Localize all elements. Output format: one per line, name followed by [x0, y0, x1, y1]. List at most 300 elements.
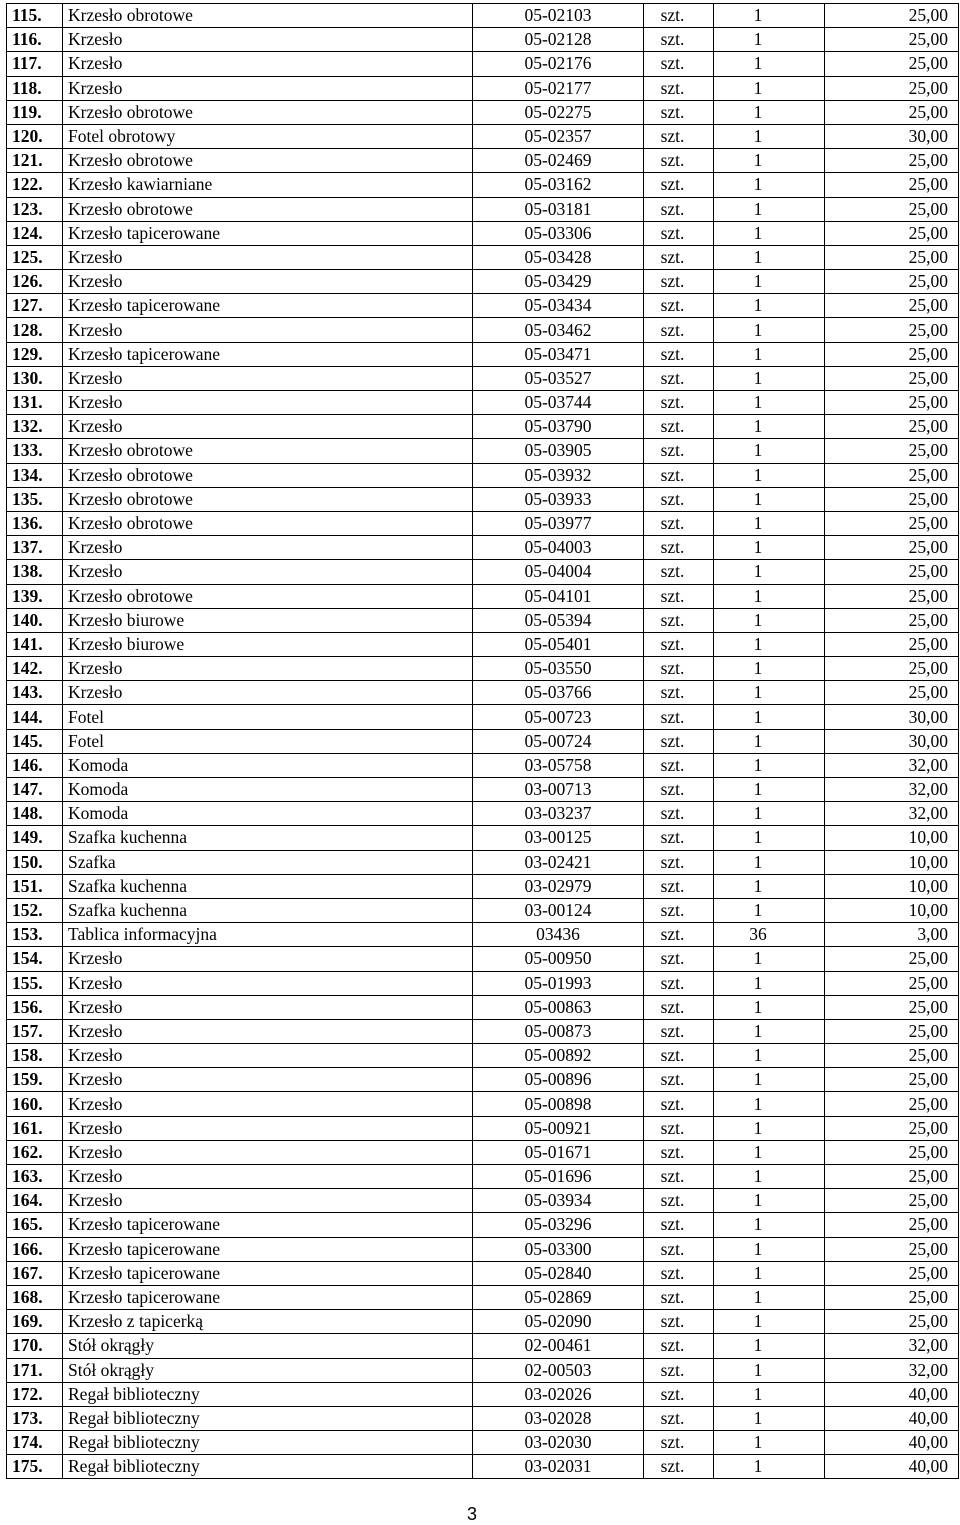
- item-name-cell: Krzesło: [63, 245, 473, 269]
- price-cell: 25,00: [825, 1068, 959, 1092]
- price-cell: 25,00: [825, 1019, 959, 1043]
- inventory-code-cell: 05-03933: [473, 487, 644, 511]
- inventory-code-cell: 02-00503: [473, 1358, 644, 1382]
- quantity-cell: 1: [714, 342, 825, 366]
- row-number-cell: 130.: [7, 366, 63, 390]
- quantity-cell: 1: [714, 391, 825, 415]
- item-name-cell: Krzesło: [63, 318, 473, 342]
- inventory-code-cell: 05-04004: [473, 560, 644, 584]
- table-row: [7, 1213, 959, 1237]
- quantity-cell: 1: [714, 270, 825, 294]
- inventory-code-cell: 05-02103: [473, 4, 644, 28]
- quantity-cell: 1: [714, 1285, 825, 1309]
- price-cell: 25,00: [825, 463, 959, 487]
- row-number-cell: 163.: [7, 1165, 63, 1189]
- price-cell: 25,00: [825, 995, 959, 1019]
- item-name-cell: Krzesło tapicerowane: [63, 294, 473, 318]
- inventory-code-cell: 03-03237: [473, 802, 644, 826]
- inventory-code-cell: 03-00713: [473, 778, 644, 802]
- table-row: [7, 28, 959, 52]
- item-name-cell: Krzesło: [63, 1165, 473, 1189]
- table-row: [7, 366, 959, 390]
- quantity-cell: 1: [714, 898, 825, 922]
- table-row: [7, 1455, 959, 1479]
- item-name-cell: Krzesło: [63, 995, 473, 1019]
- inventory-code-cell: 05-01696: [473, 1165, 644, 1189]
- price-cell: 25,00: [825, 318, 959, 342]
- price-cell: 32,00: [825, 1358, 959, 1382]
- row-number-cell: 153.: [7, 923, 63, 947]
- price-cell: 25,00: [825, 76, 959, 100]
- table-row: [7, 511, 959, 535]
- item-name-cell: Krzesło biurowe: [63, 608, 473, 632]
- inventory-code-cell: 03-02979: [473, 874, 644, 898]
- price-cell: 3,00: [825, 923, 959, 947]
- table-row: [7, 1140, 959, 1164]
- inventory-code-cell: 05-03162: [473, 173, 644, 197]
- item-name-cell: Stół okrągły: [63, 1358, 473, 1382]
- inventory-code-cell: 05-03434: [473, 294, 644, 318]
- quantity-cell: 1: [714, 415, 825, 439]
- unit-cell: szt.: [644, 124, 714, 148]
- inventory-code-cell: 05-03790: [473, 415, 644, 439]
- item-name-cell: Krzesło: [63, 1116, 473, 1140]
- quantity-cell: 1: [714, 584, 825, 608]
- unit-cell: szt.: [644, 487, 714, 511]
- row-number-cell: 128.: [7, 318, 63, 342]
- quantity-cell: 1: [714, 1140, 825, 1164]
- table-row: [7, 874, 959, 898]
- table-row: [7, 4, 959, 28]
- table-row: [7, 657, 959, 681]
- inventory-code-cell: 05-00898: [473, 1092, 644, 1116]
- unit-cell: szt.: [644, 1261, 714, 1285]
- item-name-cell: Krzesło obrotowe: [63, 463, 473, 487]
- row-number-cell: 166.: [7, 1237, 63, 1261]
- table-row: [7, 415, 959, 439]
- row-number-cell: 117.: [7, 52, 63, 76]
- row-number-cell: 116.: [7, 28, 63, 52]
- quantity-cell: 1: [714, 463, 825, 487]
- row-number-cell: 168.: [7, 1285, 63, 1309]
- table-row: [7, 898, 959, 922]
- inventory-code-cell: 05-00896: [473, 1068, 644, 1092]
- price-cell: 25,00: [825, 1044, 959, 1068]
- item-name-cell: Krzesło obrotowe: [63, 511, 473, 535]
- price-cell: 25,00: [825, 439, 959, 463]
- row-number-cell: 159.: [7, 1068, 63, 1092]
- inventory-code-cell: 05-03471: [473, 342, 644, 366]
- table-row: [7, 1189, 959, 1213]
- price-cell: 10,00: [825, 826, 959, 850]
- quantity-cell: 1: [714, 221, 825, 245]
- unit-cell: szt.: [644, 1285, 714, 1309]
- row-number-cell: 150.: [7, 850, 63, 874]
- price-cell: 40,00: [825, 1406, 959, 1430]
- price-cell: 25,00: [825, 947, 959, 971]
- inventory-code-cell: 03-02031: [473, 1455, 644, 1479]
- price-cell: 25,00: [825, 100, 959, 124]
- item-name-cell: Krzesło biurowe: [63, 632, 473, 656]
- table-row: [7, 487, 959, 511]
- row-number-cell: 121.: [7, 149, 63, 173]
- price-cell: 25,00: [825, 342, 959, 366]
- row-number-cell: 172.: [7, 1382, 63, 1406]
- inventory-code-cell: 05-02128: [473, 28, 644, 52]
- row-number-cell: 134.: [7, 463, 63, 487]
- inventory-code-cell: 05-03977: [473, 511, 644, 535]
- inventory-code-cell: 05-02176: [473, 52, 644, 76]
- unit-cell: szt.: [644, 536, 714, 560]
- inventory-code-cell: 05-03550: [473, 657, 644, 681]
- quantity-cell: 1: [714, 1358, 825, 1382]
- item-name-cell: Regał biblioteczny: [63, 1382, 473, 1406]
- inventory-code-cell: 05-03429: [473, 270, 644, 294]
- inventory-code-cell: 05-03306: [473, 221, 644, 245]
- inventory-code-cell: 05-00724: [473, 729, 644, 753]
- price-cell: 25,00: [825, 4, 959, 28]
- quantity-cell: 1: [714, 995, 825, 1019]
- table-row: [7, 923, 959, 947]
- quantity-cell: 1: [714, 1431, 825, 1455]
- unit-cell: szt.: [644, 1382, 714, 1406]
- price-cell: 25,00: [825, 971, 959, 995]
- row-number-cell: 124.: [7, 221, 63, 245]
- price-cell: 25,00: [825, 245, 959, 269]
- inventory-code-cell: 03436: [473, 923, 644, 947]
- price-cell: 25,00: [825, 28, 959, 52]
- inventory-code-cell: 05-03744: [473, 391, 644, 415]
- price-cell: 10,00: [825, 874, 959, 898]
- table-row: [7, 850, 959, 874]
- table-row: [7, 632, 959, 656]
- inventory-code-cell: 05-02177: [473, 76, 644, 100]
- item-name-cell: Krzesło: [63, 366, 473, 390]
- inventory-code-cell: 05-03181: [473, 197, 644, 221]
- item-name-cell: Krzesło tapicerowane: [63, 1237, 473, 1261]
- item-name-cell: Szafka kuchenna: [63, 826, 473, 850]
- table-row: [7, 1358, 959, 1382]
- quantity-cell: 1: [714, 1189, 825, 1213]
- table-row: [7, 270, 959, 294]
- unit-cell: szt.: [644, 415, 714, 439]
- row-number-cell: 119.: [7, 100, 63, 124]
- inventory-code-cell: 05-02469: [473, 149, 644, 173]
- item-name-cell: Fotel: [63, 705, 473, 729]
- price-cell: 25,00: [825, 608, 959, 632]
- unit-cell: szt.: [644, 1165, 714, 1189]
- unit-cell: szt.: [644, 100, 714, 124]
- row-number-cell: 129.: [7, 342, 63, 366]
- price-cell: 30,00: [825, 729, 959, 753]
- quantity-cell: 1: [714, 1092, 825, 1116]
- price-cell: 30,00: [825, 124, 959, 148]
- quantity-cell: 1: [714, 681, 825, 705]
- unit-cell: szt.: [644, 778, 714, 802]
- inventory-code-cell: 03-02028: [473, 1406, 644, 1430]
- unit-cell: szt.: [644, 245, 714, 269]
- unit-cell: szt.: [644, 923, 714, 947]
- table-row: [7, 536, 959, 560]
- inventory-code-cell: 05-02357: [473, 124, 644, 148]
- price-cell: 40,00: [825, 1431, 959, 1455]
- unit-cell: szt.: [644, 173, 714, 197]
- table-row: [7, 1044, 959, 1068]
- item-name-cell: Szafka kuchenna: [63, 898, 473, 922]
- quantity-cell: 1: [714, 608, 825, 632]
- item-name-cell: Krzesło obrotowe: [63, 584, 473, 608]
- unit-cell: szt.: [644, 802, 714, 826]
- price-cell: 25,00: [825, 487, 959, 511]
- price-cell: 25,00: [825, 1285, 959, 1309]
- quantity-cell: 1: [714, 705, 825, 729]
- row-number-cell: 125.: [7, 245, 63, 269]
- item-name-cell: Regał biblioteczny: [63, 1431, 473, 1455]
- inventory-code-cell: 03-00125: [473, 826, 644, 850]
- unit-cell: szt.: [644, 391, 714, 415]
- table-row: [7, 197, 959, 221]
- table-row: [7, 391, 959, 415]
- unit-cell: szt.: [644, 149, 714, 173]
- price-cell: 25,00: [825, 1213, 959, 1237]
- item-name-cell: Krzesło kawiarniane: [63, 173, 473, 197]
- item-name-cell: Krzesło: [63, 270, 473, 294]
- item-name-cell: Fotel obrotowy: [63, 124, 473, 148]
- unit-cell: szt.: [644, 52, 714, 76]
- row-number-cell: 149.: [7, 826, 63, 850]
- row-number-cell: 140.: [7, 608, 63, 632]
- item-name-cell: Krzesło: [63, 1189, 473, 1213]
- unit-cell: szt.: [644, 947, 714, 971]
- table-row: [7, 1285, 959, 1309]
- inventory-code-cell: 03-02421: [473, 850, 644, 874]
- price-cell: 25,00: [825, 1310, 959, 1334]
- inventory-code-cell: 05-03527: [473, 366, 644, 390]
- inventory-code-cell: 05-03766: [473, 681, 644, 705]
- price-cell: 25,00: [825, 632, 959, 656]
- quantity-cell: 1: [714, 802, 825, 826]
- row-number-cell: 175.: [7, 1455, 63, 1479]
- quantity-cell: 1: [714, 753, 825, 777]
- price-cell: 25,00: [825, 1261, 959, 1285]
- quantity-cell: 1: [714, 1116, 825, 1140]
- unit-cell: szt.: [644, 1019, 714, 1043]
- price-cell: 32,00: [825, 753, 959, 777]
- item-name-cell: Krzesło tapicerowane: [63, 1213, 473, 1237]
- inventory-code-cell: 05-00723: [473, 705, 644, 729]
- item-name-cell: Krzesło: [63, 1019, 473, 1043]
- row-number-cell: 144.: [7, 705, 63, 729]
- unit-cell: szt.: [644, 221, 714, 245]
- item-name-cell: Stół okrągły: [63, 1334, 473, 1358]
- quantity-cell: 1: [714, 1310, 825, 1334]
- price-cell: 25,00: [825, 173, 959, 197]
- unit-cell: szt.: [644, 1213, 714, 1237]
- inventory-code-cell: 05-03462: [473, 318, 644, 342]
- price-cell: 25,00: [825, 511, 959, 535]
- quantity-cell: 1: [714, 76, 825, 100]
- item-name-cell: Krzesło tapicerowane: [63, 1285, 473, 1309]
- quantity-cell: 1: [714, 149, 825, 173]
- table-row: [7, 1310, 959, 1334]
- quantity-cell: 1: [714, 874, 825, 898]
- price-cell: 25,00: [825, 221, 959, 245]
- unit-cell: szt.: [644, 705, 714, 729]
- unit-cell: szt.: [644, 1406, 714, 1430]
- row-number-cell: 131.: [7, 391, 63, 415]
- quantity-cell: 1: [714, 124, 825, 148]
- unit-cell: szt.: [644, 439, 714, 463]
- quantity-cell: 1: [714, 366, 825, 390]
- item-name-cell: Krzesło obrotowe: [63, 439, 473, 463]
- row-number-cell: 141.: [7, 632, 63, 656]
- row-number-cell: 156.: [7, 995, 63, 1019]
- item-name-cell: Regał biblioteczny: [63, 1455, 473, 1479]
- unit-cell: szt.: [644, 1092, 714, 1116]
- unit-cell: szt.: [644, 560, 714, 584]
- unit-cell: szt.: [644, 1189, 714, 1213]
- quantity-cell: 1: [714, 4, 825, 28]
- price-cell: 25,00: [825, 294, 959, 318]
- price-cell: 25,00: [825, 1237, 959, 1261]
- row-number-cell: 158.: [7, 1044, 63, 1068]
- item-name-cell: Krzesło: [63, 391, 473, 415]
- table-row: [7, 439, 959, 463]
- quantity-cell: 1: [714, 1165, 825, 1189]
- row-number-cell: 165.: [7, 1213, 63, 1237]
- item-name-cell: Krzesło tapicerowane: [63, 342, 473, 366]
- price-cell: 32,00: [825, 778, 959, 802]
- unit-cell: szt.: [644, 366, 714, 390]
- quantity-cell: 1: [714, 52, 825, 76]
- item-name-cell: Krzesło obrotowe: [63, 100, 473, 124]
- quantity-cell: 1: [714, 947, 825, 971]
- quantity-cell: 1: [714, 318, 825, 342]
- quantity-cell: 1: [714, 1237, 825, 1261]
- inventory-code-cell: 05-01993: [473, 971, 644, 995]
- quantity-cell: 1: [714, 439, 825, 463]
- price-cell: 25,00: [825, 1116, 959, 1140]
- inventory-code-cell: 05-04101: [473, 584, 644, 608]
- table-row: [7, 729, 959, 753]
- quantity-cell: 1: [714, 1382, 825, 1406]
- price-cell: 25,00: [825, 681, 959, 705]
- row-number-cell: 160.: [7, 1092, 63, 1116]
- price-cell: 25,00: [825, 1165, 959, 1189]
- row-number-cell: 171.: [7, 1358, 63, 1382]
- quantity-cell: 1: [714, 1213, 825, 1237]
- table-row: [7, 947, 959, 971]
- row-number-cell: 147.: [7, 778, 63, 802]
- table-row: [7, 608, 959, 632]
- row-number-cell: 154.: [7, 947, 63, 971]
- row-number-cell: 136.: [7, 511, 63, 535]
- unit-cell: szt.: [644, 995, 714, 1019]
- quantity-cell: 1: [714, 536, 825, 560]
- unit-cell: szt.: [644, 1237, 714, 1261]
- price-cell: 25,00: [825, 560, 959, 584]
- unit-cell: szt.: [644, 632, 714, 656]
- inventory-code-cell: 03-05758: [473, 753, 644, 777]
- unit-cell: szt.: [644, 850, 714, 874]
- inventory-code-cell: 05-00863: [473, 995, 644, 1019]
- table-row: [7, 221, 959, 245]
- price-cell: 25,00: [825, 270, 959, 294]
- row-number-cell: 148.: [7, 802, 63, 826]
- price-cell: 25,00: [825, 1189, 959, 1213]
- price-cell: 25,00: [825, 197, 959, 221]
- quantity-cell: 1: [714, 1044, 825, 1068]
- row-number-cell: 126.: [7, 270, 63, 294]
- row-number-cell: 167.: [7, 1261, 63, 1285]
- table-row: [7, 1237, 959, 1261]
- row-number-cell: 137.: [7, 536, 63, 560]
- table-row: [7, 1165, 959, 1189]
- table-row: [7, 342, 959, 366]
- unit-cell: szt.: [644, 1044, 714, 1068]
- item-name-cell: Krzesło: [63, 971, 473, 995]
- table-row: [7, 1406, 959, 1430]
- item-name-cell: Fotel: [63, 729, 473, 753]
- quantity-cell: 1: [714, 197, 825, 221]
- row-number-cell: 143.: [7, 681, 63, 705]
- inventory-code-cell: 05-04003: [473, 536, 644, 560]
- unit-cell: szt.: [644, 270, 714, 294]
- unit-cell: szt.: [644, 4, 714, 28]
- item-name-cell: Krzesło tapicerowane: [63, 1261, 473, 1285]
- item-name-cell: Krzesło obrotowe: [63, 149, 473, 173]
- quantity-cell: 1: [714, 487, 825, 511]
- table-row: [7, 124, 959, 148]
- item-name-cell: Regał biblioteczny: [63, 1406, 473, 1430]
- unit-cell: szt.: [644, 1358, 714, 1382]
- table-row: [7, 1334, 959, 1358]
- quantity-cell: 1: [714, 1019, 825, 1043]
- price-cell: 32,00: [825, 802, 959, 826]
- quantity-cell: 36: [714, 923, 825, 947]
- row-number-cell: 155.: [7, 971, 63, 995]
- price-cell: 25,00: [825, 1140, 959, 1164]
- table-row: [7, 681, 959, 705]
- unit-cell: szt.: [644, 1140, 714, 1164]
- item-name-cell: Krzesło obrotowe: [63, 197, 473, 221]
- table-row: [7, 1092, 959, 1116]
- item-name-cell: Krzesło z tapicerką: [63, 1310, 473, 1334]
- row-number-cell: 123.: [7, 197, 63, 221]
- table-row: [7, 826, 959, 850]
- row-number-cell: 132.: [7, 415, 63, 439]
- quantity-cell: 1: [714, 100, 825, 124]
- item-name-cell: Komoda: [63, 802, 473, 826]
- item-name-cell: Krzesło: [63, 28, 473, 52]
- inventory-code-cell: 02-00461: [473, 1334, 644, 1358]
- item-name-cell: Krzesło: [63, 52, 473, 76]
- table-row: [7, 753, 959, 777]
- row-number-cell: 146.: [7, 753, 63, 777]
- inventory-code-cell: 05-00873: [473, 1019, 644, 1043]
- row-number-cell: 145.: [7, 729, 63, 753]
- row-number-cell: 161.: [7, 1116, 63, 1140]
- inventory-code-cell: 05-02275: [473, 100, 644, 124]
- unit-cell: szt.: [644, 1431, 714, 1455]
- inventory-code-cell: 05-03932: [473, 463, 644, 487]
- unit-cell: szt.: [644, 1116, 714, 1140]
- inventory-table: [6, 3, 959, 1479]
- table-row: [7, 560, 959, 584]
- unit-cell: szt.: [644, 608, 714, 632]
- item-name-cell: Komoda: [63, 778, 473, 802]
- quantity-cell: 1: [714, 1068, 825, 1092]
